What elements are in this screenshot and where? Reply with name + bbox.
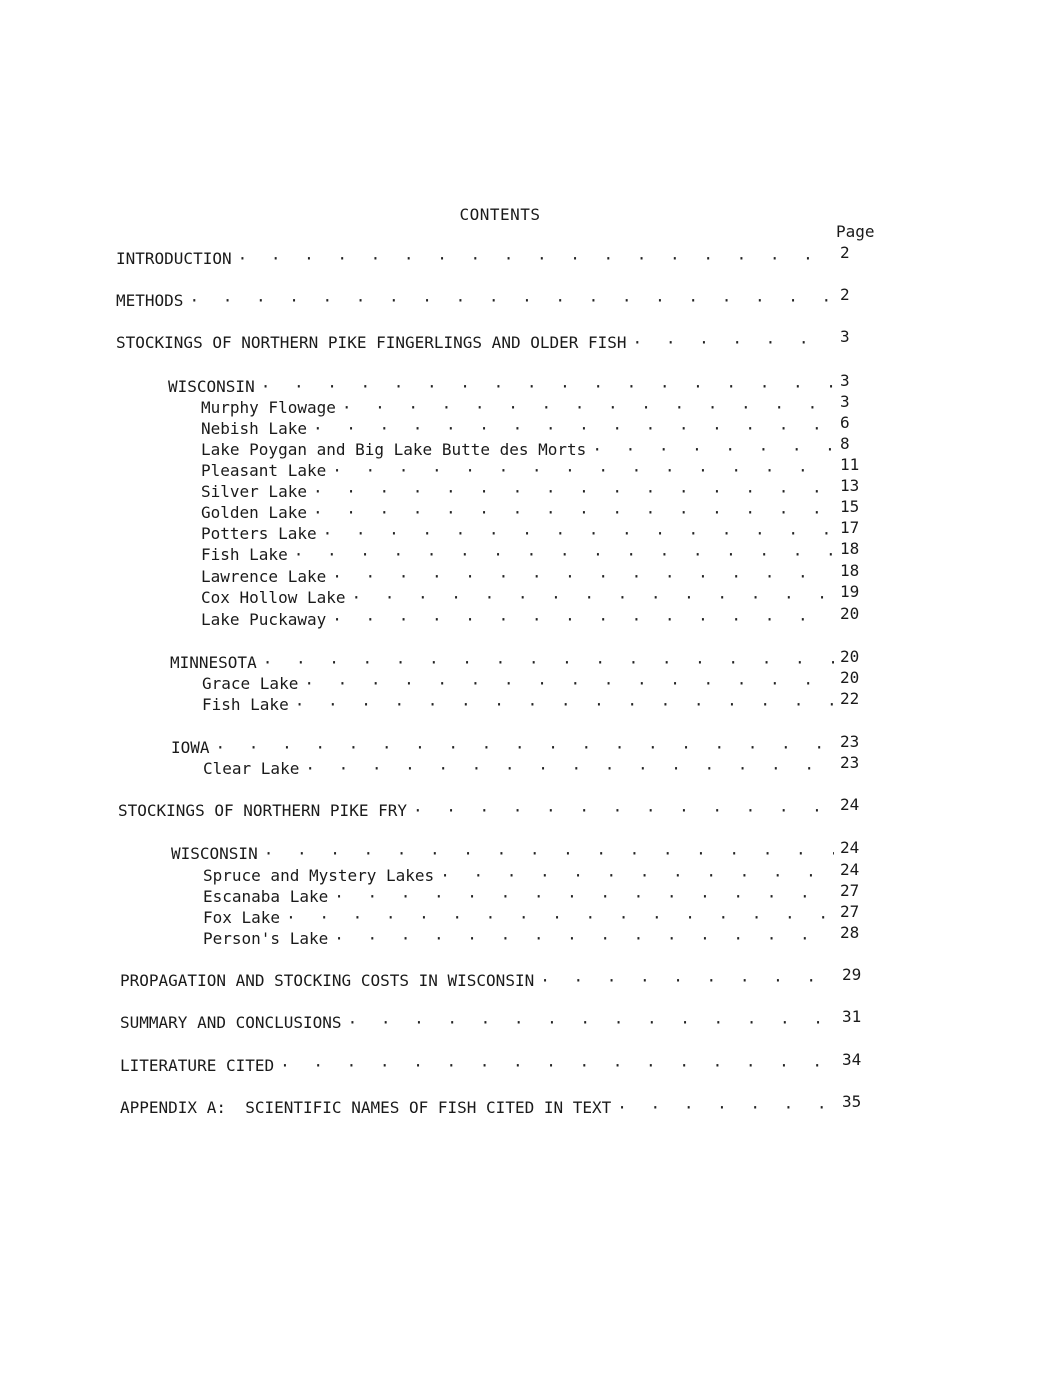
toc-entry-label: Lawrence Lake bbox=[201, 567, 327, 586]
toc-entry-label: Murphy Flowage bbox=[201, 398, 336, 417]
dot-leader bbox=[295, 695, 834, 714]
toc-entry-page: 20 bbox=[840, 604, 860, 623]
toc-entry bbox=[116, 327, 874, 355]
dot-leader bbox=[286, 908, 834, 927]
toc-entry-page: 11 bbox=[840, 455, 860, 474]
toc-entry-page: 3 bbox=[840, 392, 850, 411]
dot-leader bbox=[216, 738, 834, 757]
dot-leader bbox=[352, 588, 835, 607]
page-column-label: Page bbox=[836, 222, 875, 241]
dot-leader bbox=[440, 866, 834, 885]
toc-entry bbox=[203, 753, 874, 781]
toc-entry bbox=[116, 243, 874, 271]
toc-entry-label: Person's Lake bbox=[203, 929, 329, 948]
toc-entry-label: LITERATURE CITED bbox=[120, 1056, 275, 1075]
toc-entry bbox=[201, 518, 874, 546]
toc-entry-page: 28 bbox=[840, 923, 860, 942]
toc-entry-page: 24 bbox=[840, 795, 860, 814]
toc-entry-label: Escanaba Lake bbox=[203, 887, 329, 906]
toc-entry-page: 24 bbox=[840, 838, 860, 857]
toc-entry-page: 3 bbox=[840, 371, 850, 390]
toc-entry bbox=[120, 965, 876, 993]
dot-leader bbox=[264, 844, 834, 863]
toc-entry-label: Clear Lake bbox=[203, 759, 300, 778]
toc-entry-page: 8 bbox=[840, 434, 850, 453]
dot-leader bbox=[348, 1013, 836, 1032]
toc-entry bbox=[201, 497, 874, 525]
dot-leader bbox=[261, 377, 834, 396]
toc-entry-label: SUMMARY AND CONCLUSIONS bbox=[120, 1013, 342, 1032]
toc-entry-label: Silver Lake bbox=[201, 482, 307, 501]
dot-leader bbox=[334, 887, 834, 906]
toc-entry-label: STOCKINGS OF NORTHERN PIKE FRY bbox=[118, 801, 407, 820]
toc-entry-page: 19 bbox=[840, 582, 860, 601]
toc-entry-label: MINNESOTA bbox=[170, 653, 257, 672]
toc-entry-label: WISCONSIN bbox=[171, 844, 258, 863]
dot-leader bbox=[263, 653, 834, 672]
toc-entry-page: 20 bbox=[840, 668, 860, 687]
toc-entry bbox=[203, 860, 874, 888]
toc-entry-label: Potters Lake bbox=[201, 524, 317, 543]
toc-entry-page: 34 bbox=[842, 1050, 862, 1069]
toc-entry-label: Fox Lake bbox=[203, 908, 281, 927]
toc-entry-page: 2 bbox=[840, 285, 850, 304]
toc-entry bbox=[201, 539, 874, 567]
toc-entry bbox=[116, 285, 874, 313]
dot-leader bbox=[323, 524, 834, 543]
toc-entry bbox=[201, 413, 874, 441]
toc-entry-page: 35 bbox=[842, 1092, 862, 1111]
toc-entry bbox=[201, 582, 874, 610]
toc-entry bbox=[171, 732, 874, 760]
toc-entry-page: 23 bbox=[840, 732, 860, 751]
toc-entry bbox=[120, 1007, 876, 1035]
toc-entry-page: 2 bbox=[840, 243, 850, 262]
toc-entry bbox=[201, 434, 874, 462]
toc-entry-page: 18 bbox=[840, 539, 860, 558]
dot-leader bbox=[313, 503, 834, 522]
toc-entry bbox=[203, 923, 874, 951]
dot-leader bbox=[413, 801, 834, 820]
toc-entry bbox=[171, 838, 874, 866]
toc-entry-page: 13 bbox=[840, 476, 860, 495]
toc-entry-label: APPENDIX A: SCIENTIFIC NAMES OF FISH CITED IN TEXT bbox=[120, 1098, 612, 1117]
dot-leader bbox=[633, 333, 834, 352]
toc-entry bbox=[118, 795, 874, 823]
toc-entry-label: Spruce and Mystery Lakes bbox=[203, 866, 435, 885]
toc-entry-label: Lake Poygan and Big Lake Butte des Morts bbox=[201, 440, 587, 459]
toc-entry bbox=[201, 455, 874, 483]
toc-entry-page: 17 bbox=[840, 518, 860, 537]
dot-leader bbox=[332, 567, 834, 586]
toc-entry-label: Pleasant Lake bbox=[201, 461, 327, 480]
toc-entry-page: 29 bbox=[842, 965, 862, 984]
toc-entry bbox=[203, 902, 874, 930]
toc-entry-page: 23 bbox=[840, 753, 860, 772]
toc-entry bbox=[201, 476, 874, 504]
toc-entry-label: Cox Hollow Lake bbox=[201, 588, 346, 607]
toc-entry-label: METHODS bbox=[116, 291, 184, 310]
toc-entry-label: IOWA bbox=[171, 738, 210, 757]
toc-entry-page: 20 bbox=[840, 647, 860, 666]
toc-entry-label: Fish Lake bbox=[202, 695, 289, 714]
dot-leader bbox=[332, 461, 834, 480]
dot-leader bbox=[294, 545, 834, 564]
toc-entry-label: PROPAGATION AND STOCKING COSTS IN WISCONSIN bbox=[120, 971, 535, 990]
contents-heading: CONTENTS bbox=[459, 205, 541, 224]
toc-entry-page: 15 bbox=[840, 497, 860, 516]
toc-entry bbox=[203, 881, 874, 909]
toc-entry-page: 27 bbox=[840, 902, 860, 921]
toc-entry-label: WISCONSIN bbox=[168, 377, 255, 396]
toc-entry-label: STOCKINGS OF NORTHERN PIKE FINGERLINGS AND OLDER FISH bbox=[116, 333, 627, 352]
dot-leader bbox=[592, 440, 834, 459]
dot-leader bbox=[313, 482, 834, 501]
toc-entry bbox=[168, 371, 874, 399]
dot-leader bbox=[189, 291, 834, 310]
toc-entry bbox=[170, 647, 874, 675]
toc-entry bbox=[201, 604, 874, 632]
toc-entry-label: Lake Puckaway bbox=[201, 610, 327, 629]
dot-leader bbox=[280, 1056, 836, 1075]
toc-entry-page: 22 bbox=[840, 689, 860, 708]
dot-leader bbox=[332, 610, 834, 629]
toc-entry-label: Nebish Lake bbox=[201, 419, 307, 438]
toc-entry bbox=[202, 668, 874, 696]
toc-entry bbox=[120, 1050, 876, 1078]
dot-leader bbox=[617, 1098, 836, 1117]
toc-entry-label: INTRODUCTION bbox=[116, 249, 232, 268]
dot-leader bbox=[305, 759, 834, 778]
toc-entry-page: 3 bbox=[840, 327, 850, 346]
toc-entry bbox=[201, 561, 874, 589]
dot-leader bbox=[334, 929, 834, 948]
toc-entry-label: Fish Lake bbox=[201, 545, 288, 564]
dot-leader bbox=[304, 674, 834, 693]
dot-leader bbox=[238, 249, 834, 268]
toc-entry bbox=[202, 689, 874, 717]
toc-entry-page: 18 bbox=[840, 561, 860, 580]
toc-entry-page: 6 bbox=[840, 413, 850, 432]
dot-leader bbox=[342, 398, 834, 417]
toc-entry-page: 31 bbox=[842, 1007, 862, 1026]
dot-leader bbox=[540, 971, 836, 990]
toc-entry bbox=[120, 1092, 876, 1120]
toc-entry bbox=[201, 392, 874, 420]
toc-entry-label: Grace Lake bbox=[202, 674, 299, 693]
dot-leader bbox=[313, 419, 834, 438]
toc-entry-page: 27 bbox=[840, 881, 860, 900]
toc-entry-page: 24 bbox=[840, 860, 860, 879]
toc-entry-label: Golden Lake bbox=[201, 503, 307, 522]
